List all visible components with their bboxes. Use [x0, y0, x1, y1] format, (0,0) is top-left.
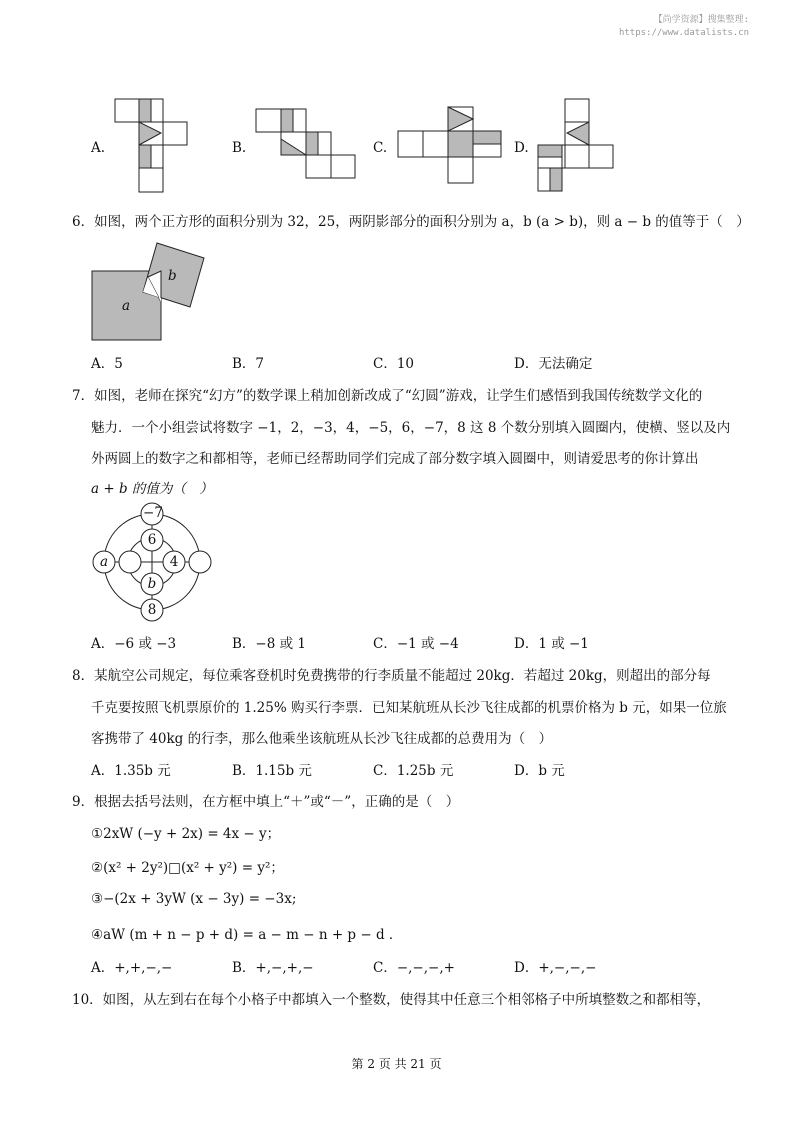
q6-option-c: C．10 — [373, 356, 415, 372]
q8-line-3: 客携带了 40kg 的行李，那么他乘坐该航班从长沙飞往成都的总费用为（ ） — [91, 731, 553, 747]
q9-item-2: ②(x² + 2y²)□(x² + y²) = y²； — [91, 860, 284, 876]
q5-net-b — [256, 109, 356, 184]
q5-option-d-label: D. — [514, 140, 529, 156]
q6-squares-figure — [92, 243, 217, 343]
q8-option-d: D．b 元 — [514, 763, 565, 779]
q5-option-c-label: C. — [373, 140, 388, 156]
q9-question-text: 9．根据去括号法则，在方框中填上“＋”或“－”，正确的是（ ） — [72, 794, 460, 810]
q7-option-c: C．−1 或 −4 — [373, 636, 459, 652]
q7-option-d: D．1 或 −1 — [514, 636, 589, 652]
q9-option-d: D．+,−,−,− — [514, 960, 597, 976]
q7-line-3: 外两圆上的数字之和都相等，老师已经帮助同学们完成了部分数字填入圆圈中，则请爱思考的你计算出 — [91, 451, 699, 467]
q6-label-a: a — [122, 298, 131, 314]
q7-label-inner-right: 4 — [169, 554, 179, 570]
q9-option-a: A．+,+,−,− — [91, 960, 173, 976]
q5-net-d — [538, 99, 618, 194]
q7-label-left: a — [99, 554, 109, 570]
q7-line-4: a + b 的值为（ ） — [91, 481, 213, 497]
watermark-line-1: 【尚学资源】搜集整理: — [653, 15, 749, 25]
page-footer: 第 2 页 共 21 页 — [351, 1057, 442, 1071]
q6-option-a: A．5 — [91, 356, 123, 372]
q7-option-b: B．−8 或 1 — [232, 636, 306, 652]
q6-option-d: D．无法确定 — [514, 356, 593, 372]
q8-line-2: 千克要按照飞机票原价的 1.25% 购买行李票．已知某航班从长沙飞往成都的机票价格为 b 元，如果一位旅 — [91, 700, 727, 716]
q6-label-b: b — [168, 268, 177, 284]
q7-label-top: −7 — [143, 505, 163, 521]
q8-option-a: A．1.35b 元 — [91, 763, 171, 779]
q7-line-1: 7．如图，老师在探究“幻方”的数学课上稍加创新改成了“幻圆”游戏，让学生们感悟到我国传统数学文化的 — [72, 388, 703, 404]
watermark-line-2: https://www.datalists.cn — [618, 28, 749, 38]
q9-item-4: ④aW (m + n − p + d) = a − m − n + p − d ． — [91, 927, 403, 943]
q5-option-b-label: B. — [232, 140, 247, 156]
q8-option-c: C．1.25b 元 — [373, 763, 454, 779]
q7-label-inner-top: 6 — [147, 532, 157, 548]
q9-option-b: B．+,−,+,− — [232, 960, 314, 976]
q5-net-a — [115, 99, 190, 194]
q9-option-c: C．−,−,−,+ — [373, 960, 455, 976]
q7-circle-inner-left — [119, 551, 141, 573]
q7-label-bottom: 8 — [147, 602, 157, 618]
q7-circle-right — [189, 551, 211, 573]
q5-net-c — [398, 107, 503, 185]
q5-option-a-label: A. — [91, 140, 106, 156]
q7-option-a: A．−6 或 −3 — [91, 636, 177, 652]
q9-item-1: ①2xW (−y + 2x) = 4x − y； — [91, 826, 281, 842]
q10-question-text: 10．如图，从左到右在每个小格子中都填入一个整数，使得其中任意三个相邻格子中所填整数之和都相等， — [72, 992, 711, 1008]
q9-item-3: ③−(2x + 3yW (x − 3y) = −3x; — [91, 891, 297, 907]
q6-question-text: 6．如图，两个正方形的面积分别为 32，25，两阴影部分的面积分别为 a，b (a > b)，则 a − b 的值等于（ ） — [72, 214, 750, 230]
q8-option-b: B．1.15b 元 — [232, 763, 312, 779]
q8-line-1: 8．某航空公司规定，每位乘客登机时免费携带的行李质量不能超过 20kg．若超过 20kg，则超出的部分每 — [72, 668, 711, 684]
q6-option-b: B．7 — [232, 356, 265, 372]
q7-label-inner-bottom: b — [147, 576, 157, 592]
q7-line-2: 魅力．一个小组尝试将数字 −1，2，−3，4，−5，6，−7，8 这 8 个数分别填入圆圈内，使横、竖以及内 — [91, 420, 731, 436]
